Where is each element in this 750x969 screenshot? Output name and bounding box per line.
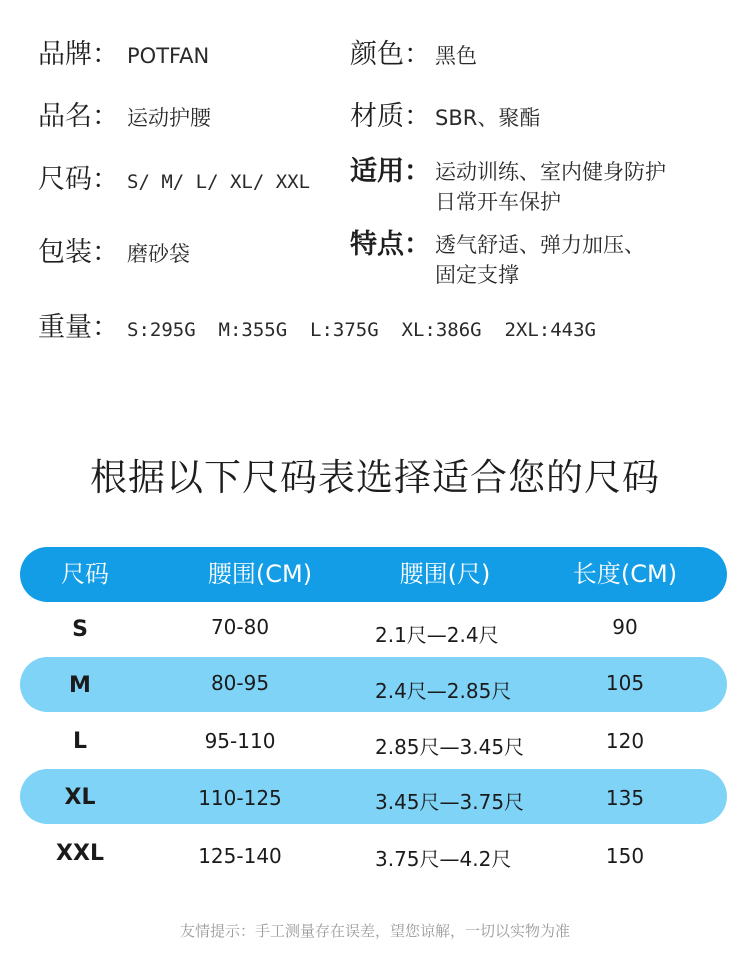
spec-value-usage-line1: 运动训练、室内健身防护 bbox=[435, 160, 666, 184]
spec-usage bbox=[350, 157, 666, 217]
spec-features bbox=[350, 230, 645, 290]
spec-value-features-line1: 透气舒适、弹力加压、 bbox=[435, 233, 645, 257]
spec-value-color: 黑色 bbox=[435, 44, 477, 68]
header-waist-chi: 腰围(尺) bbox=[399, 560, 491, 588]
size-table-header bbox=[20, 547, 727, 602]
spec-value-size: S/ M/ L/ XL/ XXL bbox=[127, 171, 311, 193]
cell-length-cm: 135 bbox=[605, 786, 645, 810]
cell-size: XL bbox=[64, 785, 96, 810]
spec-label-brand: 品牌： bbox=[38, 39, 119, 70]
spec-label-product-name: 品名： bbox=[38, 101, 119, 132]
size-chart-headline: 根据以下尺码表选择适合您的尺码 bbox=[90, 456, 660, 499]
spec-value-usage bbox=[435, 157, 666, 217]
spec-value-usage-line2: 日常开车保护 bbox=[435, 190, 561, 214]
spec-label-color: 颜色： bbox=[350, 39, 431, 70]
header-waist-cm: 腰围(CM) bbox=[207, 560, 313, 588]
spec-value-packaging: 磨砂袋 bbox=[127, 242, 190, 266]
cell-waist-cm: 80-95 bbox=[210, 671, 270, 695]
spec-value-brand: POTFAN bbox=[127, 44, 210, 68]
spec-value-weight: S:295G M:355G L:375G XL:386G 2XL:443G bbox=[127, 319, 596, 341]
footer-note: 友情提示：手工测量存在误差，望您谅解，一切以实物为准 bbox=[179, 922, 570, 940]
cell-waist-cm: 110-125 bbox=[198, 786, 282, 810]
spec-product-name bbox=[38, 94, 211, 133]
header-length-cm: 长度(CM) bbox=[572, 560, 678, 588]
spec-brand bbox=[38, 32, 209, 71]
cell-length-cm: 150 bbox=[605, 844, 645, 868]
spec-label-usage: 适用： bbox=[350, 156, 431, 187]
header-size: 尺码 bbox=[61, 560, 109, 588]
spec-value-features bbox=[435, 230, 645, 290]
spec-label-features: 特点： bbox=[350, 229, 431, 260]
spec-value-product-name: 运动护腰 bbox=[127, 106, 211, 130]
cell-waist-cm: 95-110 bbox=[204, 729, 276, 753]
spec-label-weight: 重量： bbox=[38, 312, 119, 343]
cell-size: M bbox=[69, 673, 91, 698]
cell-waist-chi: 3.45尺—3.75尺 bbox=[375, 790, 525, 814]
cell-size: L bbox=[72, 729, 88, 754]
spec-material bbox=[350, 94, 540, 133]
cell-waist-chi: 2.4尺—2.85尺 bbox=[375, 679, 512, 703]
cell-waist-chi: 2.1尺—2.4尺 bbox=[375, 623, 499, 647]
spec-weight bbox=[38, 305, 596, 345]
cell-waist-chi: 2.85尺—3.45尺 bbox=[375, 735, 525, 759]
spec-value-features-line2: 固定支撑 bbox=[435, 263, 519, 287]
spec-value-material: SBR、聚酯 bbox=[435, 106, 541, 130]
spec-size bbox=[38, 157, 310, 197]
cell-waist-cm: 70-80 bbox=[210, 615, 270, 639]
cell-waist-cm: 125-140 bbox=[198, 844, 282, 868]
cell-size: XXL bbox=[56, 841, 104, 866]
cell-length-cm: 105 bbox=[605, 671, 645, 695]
product-spec-section bbox=[0, 0, 750, 360]
spec-label-material: 材质： bbox=[350, 101, 431, 132]
cell-length-cm: 120 bbox=[605, 729, 645, 753]
cell-size: S bbox=[72, 617, 88, 642]
spec-color bbox=[350, 32, 477, 71]
spec-label-packaging: 包装： bbox=[38, 237, 119, 268]
cell-waist-chi: 3.75尺—4.2尺 bbox=[375, 847, 512, 871]
spec-label-size: 尺码： bbox=[38, 164, 119, 195]
spec-packaging bbox=[38, 230, 190, 269]
cell-length-cm: 90 bbox=[612, 615, 638, 639]
